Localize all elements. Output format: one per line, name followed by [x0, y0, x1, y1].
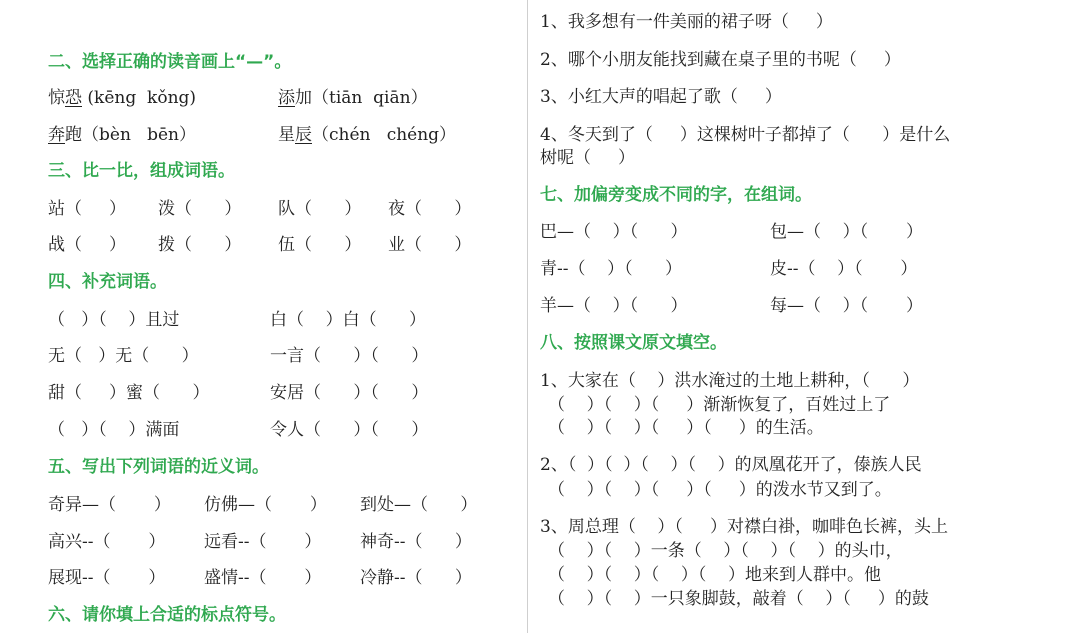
synonym-item: 展现--（ ）: [48, 568, 166, 588]
pinyin-text: 惊: [48, 88, 65, 108]
idiom-item: （ ）（ ）满面: [48, 420, 180, 440]
pinyin-underlined-char: 添: [278, 88, 295, 108]
punctuation-item: 1、我多想有一件美丽的裙子呀（ ）: [540, 12, 833, 32]
pinyin-options: (kēng kǒng): [82, 88, 197, 108]
synonym-item: 盛情--（ ）: [204, 568, 322, 588]
punctuation-item: 3、小红大声的唱起了歌（ ）: [540, 87, 782, 107]
compare-item: 站（ ）: [48, 199, 127, 219]
idiom-item: （ ）（ ）且过: [48, 310, 180, 330]
compare-item: 业（ ）: [388, 235, 472, 255]
synonym-item: 远看--（ ）: [204, 532, 322, 552]
idiom-item: 无（ ）无（ ）: [48, 346, 199, 366]
recite-line: 1、大家在（ ）洪水淹过的土地上耕种，（ ）: [540, 371, 920, 391]
synonym-item: 奇异—（ ）: [48, 495, 171, 515]
section-5-title: 五、写出下列词语的近义词。: [48, 457, 269, 477]
recite-line: （ ）（ ）（ ）（ ）地来到人群中。他: [548, 565, 881, 585]
radical-item: 青--（ ）（ ）: [540, 259, 683, 279]
radical-item: 巴—（ ）（ ）: [540, 222, 688, 242]
section-4-title: 四、补充词语。: [48, 272, 167, 292]
idiom-item: 安居（ ）（ ）: [270, 383, 429, 403]
column-divider: [527, 0, 528, 633]
synonym-item: 仿佛—（ ）: [204, 495, 327, 515]
pinyin-item: [278, 124, 456, 146]
synonym-item: 冷静--（ ）: [360, 568, 472, 588]
compare-item: 战（ ）: [48, 235, 127, 255]
recite-line: （ ）（ ）一条（ ）（ ）（ ）的头巾，: [548, 541, 903, 561]
section-8-title: 八、按照课文原文填空。: [540, 333, 727, 353]
section-7-title: 七、加偏旁变成不同的字，在组词。: [540, 185, 812, 205]
synonym-item: 神奇--（ ）: [360, 532, 472, 552]
radical-item: 羊—（ ）（ ）: [540, 296, 688, 316]
compare-item: 拨（ ）: [158, 235, 242, 255]
recite-line: （ ）（ ）一只象脚鼓，敲着（ ）（ ）的鼓: [548, 589, 929, 609]
pinyin-underlined-char: 恐: [65, 88, 82, 108]
pinyin-underlined-char: 辰: [295, 125, 312, 145]
section-2-title: 二、选择正确的读音画上“—”。: [48, 52, 292, 72]
pinyin-options: 跑（bèn bēn）: [65, 125, 196, 145]
pinyin-underlined-char: 奔: [48, 125, 65, 145]
punctuation-item: 2、哪个小朋友能找到藏在桌子里的书呢（ ）: [540, 50, 901, 70]
compare-item: 伍（ ）: [278, 235, 362, 255]
synonym-item: 到处—（ ）: [360, 495, 478, 515]
pinyin-item: [278, 87, 428, 109]
recite-line: 3、周总理（ ）（ ）对襟白褂，咖啡色长裤，头上: [540, 517, 948, 537]
compare-item: 队（ ）: [278, 199, 362, 219]
punctuation-item: 4、冬天到了（ ）这棵树叶子都掉了（ ）是什么: [540, 125, 951, 145]
compare-item: 夜（ ）: [388, 199, 472, 219]
recite-line: （ ）（ ）（ ）（ ）的生活。: [548, 418, 824, 438]
pinyin-options: 加（tiān qiān）: [295, 88, 428, 108]
pinyin-item: [48, 124, 196, 146]
idiom-item: 甜（ ）蜜（ ）: [48, 383, 210, 403]
synonym-item: 高兴--（ ）: [48, 532, 166, 552]
pinyin-options: （chén chéng）: [312, 125, 457, 145]
idiom-item: 白（ ）白（ ）: [270, 310, 427, 330]
radical-item: 包—（ ）（ ）: [770, 222, 923, 242]
radical-item: 皮--（ ）（ ）: [770, 259, 918, 279]
pinyin-text: 星: [278, 125, 295, 145]
recite-line: 2、（ ）（ ）（ ）（ ）的凤凰花开了，傣族人民: [540, 455, 922, 475]
recite-line: （ ）（ ）（ ）渐渐恢复了，百姓过上了: [548, 395, 891, 415]
punctuation-item: 树呢（ ）: [540, 148, 636, 168]
section-3-title: 三、比一比，组成词语。: [48, 161, 235, 181]
pinyin-item: [48, 87, 196, 109]
radical-item: 每—（ ）（ ）: [770, 296, 923, 316]
section-6-title: 六、请你填上合适的标点符号。: [48, 605, 286, 625]
idiom-item: 令人（ ）（ ）: [270, 420, 429, 440]
idiom-item: 一言（ ）（ ）: [270, 346, 429, 366]
compare-item: 泼（ ）: [158, 199, 242, 219]
recite-line: （ ）（ ）（ ）（ ）的泼水节又到了。: [548, 480, 892, 500]
